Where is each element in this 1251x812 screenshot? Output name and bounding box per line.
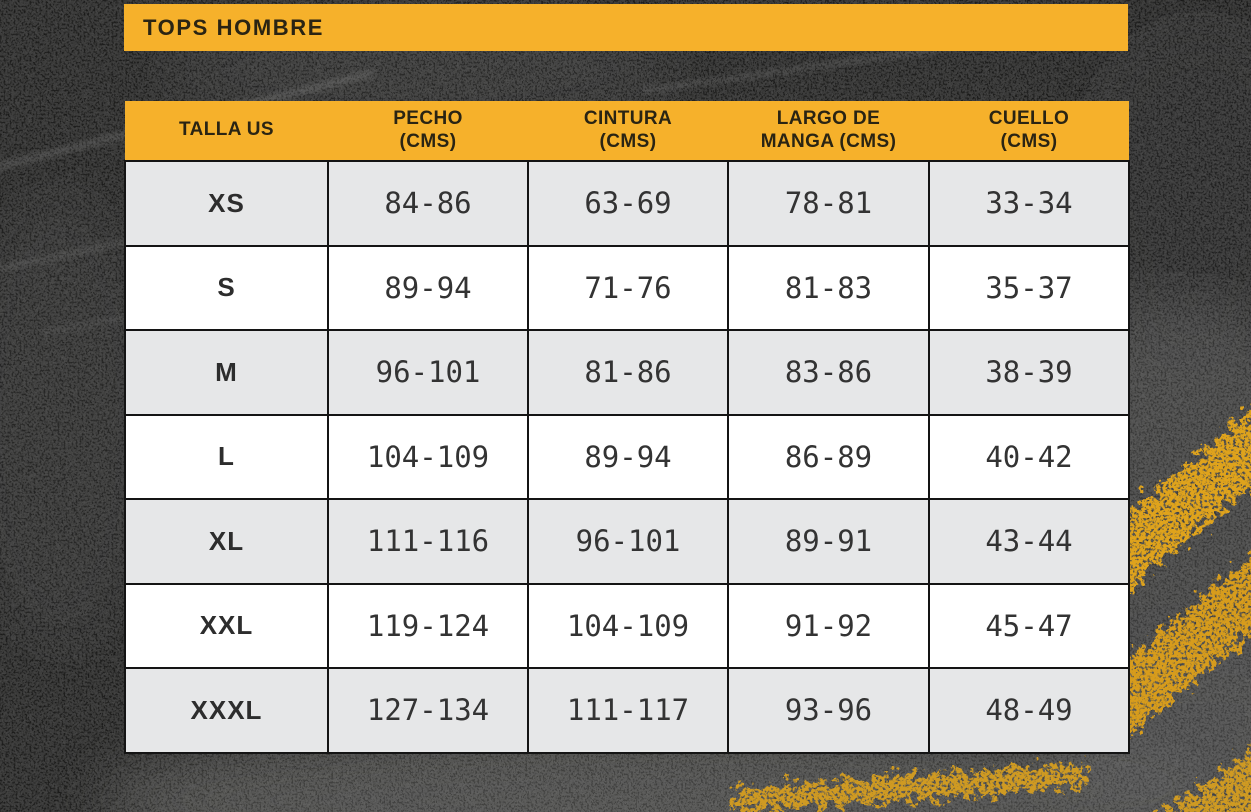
value-cell: 40-42 [929,415,1129,500]
column-header-sub: MANGA (CMS) [760,130,897,152]
size-cell: XS [125,161,328,246]
value-cell: 93-96 [728,668,929,753]
value-cell: 96-101 [528,499,728,584]
value-cell: 81-86 [528,330,728,415]
value-cell: 38-39 [929,330,1129,415]
value-cell: 63-69 [528,161,728,246]
table-row-xxxl [125,668,1129,753]
column-header-largo-de-manga [728,101,929,161]
value-cell: 45-47 [929,584,1129,669]
value-cell: 84-86 [328,161,528,246]
table-body [125,161,1129,753]
column-header-label: LARGO DE [776,108,881,130]
column-header-pecho [328,101,528,161]
table-row-xxl [125,584,1129,669]
table-row-s [125,246,1129,331]
size-cell: XXXL [125,668,328,753]
column-header-label: CINTURA [583,108,673,130]
value-cell: 78-81 [728,161,929,246]
size-cell: S [125,246,328,331]
title-banner [124,4,1128,51]
value-cell: 83-86 [728,330,929,415]
size-cell: L [125,415,328,500]
size-cell: XXL [125,584,328,669]
value-cell: 104-109 [528,584,728,669]
table-row-xs [125,161,1129,246]
column-header-label: TALLA US [178,119,275,141]
value-cell: 71-76 [528,246,728,331]
value-cell: 86-89 [728,415,929,500]
value-cell: 48-49 [929,668,1129,753]
table-row-m [125,330,1129,415]
size-table [124,101,1130,754]
value-cell: 111-117 [528,668,728,753]
column-header-sub: (CMS) [599,130,657,152]
value-cell: 89-94 [528,415,728,500]
value-cell: 89-91 [728,499,929,584]
column-header-cintura [528,101,728,161]
value-cell: 111-116 [328,499,528,584]
value-cell: 119-124 [328,584,528,669]
size-cell: M [125,330,328,415]
size-cell: XL [125,499,328,584]
table-row-xl [125,499,1129,584]
value-cell: 35-37 [929,246,1129,331]
value-cell: 96-101 [328,330,528,415]
column-header-talla-us [125,101,328,161]
value-cell: 43-44 [929,499,1129,584]
column-header-label: PECHO [393,108,463,130]
table-header [125,101,1129,161]
value-cell: 81-83 [728,246,929,331]
table-row-l [125,415,1129,500]
column-header-cuello [929,101,1129,161]
value-cell: 127-134 [328,668,528,753]
value-cell: 89-94 [328,246,528,331]
value-cell: 104-109 [328,415,528,500]
page-title: TOPS HOMBRE [143,14,324,40]
value-cell: 91-92 [728,584,929,669]
column-header-sub: (CMS) [1000,130,1058,152]
value-cell: 33-34 [929,161,1129,246]
column-header-sub: (CMS) [399,130,457,152]
column-header-label: CUELLO [988,108,1070,130]
